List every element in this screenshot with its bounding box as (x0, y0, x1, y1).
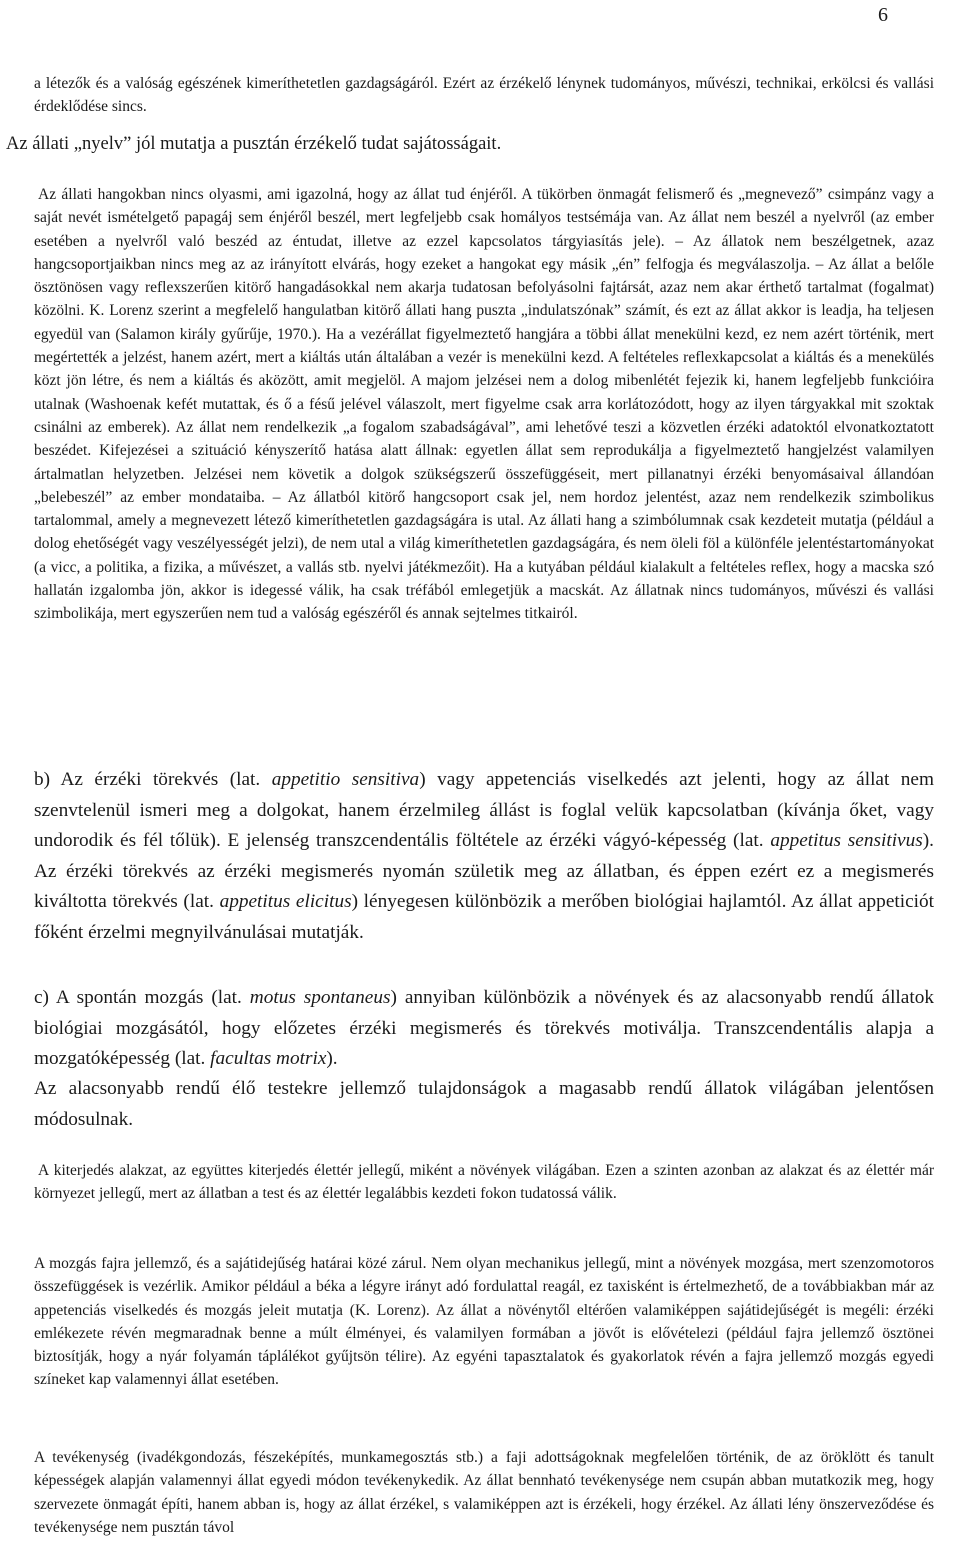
paragraph-spontaneous-motion: c) A spontán mozgás (lat. motus spontaneus) annyiban különbözik a növények és az alacsonyabb rendű állatok biológiai mozgásától, hogy előzetes érzéki megismerés és törekvés motiválja. Transzcendentális alapja a mozgatóképesség (lat. facultas motrix). (34, 987, 934, 1069)
page-number: 6 (878, 4, 888, 26)
paragraph-motion: A mozgás fajra jellemző, és a sajátidejűség határai közé zárul. Nem olyan mechanikus jellegű, mint a növények mozgása, mert szenzomotoros összefüggések is vezérlik. Amikor például a béka a légyre irányt adó fordulattal reagál, ez taxisként is értelmezhető, de a továbbiakban már az appetenciás viselkedés és mozgás jeleit mutatja (K. Lorenz). Az állat a növénytől eltérően valamiképpen sajátidejűségét is megéli: érzéki emlékezete révén megmaradnak benne a múlt élményei, és valamilyen formában a jövőt is elővételezi (például fajra jellemző ösztönei biztosítják, hogy a nyár folyamán táplálékot gyűjtsön télire). Az egyéni tapasztalatok és gyakorlatok révén a fajra jellemző mozgás egyedi színeket kap valamennyi állat esetében. (34, 1255, 934, 1389)
paragraph-sensory-striving: b) Az érzéki törekvés (lat. appetitio sensitiva) vagy appetenciás viselkedés azt jelenti, hogy az állat nem szenvtelenül ismeri meg a dolgokat, hanem érzelmileg állást is foglal velük kapcsolatban (kívánja őket, vagy undorodik és fél tőlük). E jelenség transzcendentális föltétele az érzéki vágyó-képesség (lat. appetitus sensitivus). Az érzéki törekvés az érzéki megismerés nyomán születik meg az állatban, és éppen ezért ez a megismerés kiváltotta törekvés (lat. appetitus elicitus) lényegesen különbözik a merőben biológiai hajlamtól. Az állat appeticiót főként érzelmi megnyilvánulásai mutatják. (34, 769, 935, 943)
paragraph-extension: A kiterjedés alakzat, az együttes kiterjedés élettér jellegű, miként a növények világában. Ezen a szinten azonban az alakzat és az élettér már környezet jellegű, mert az állatban a test és az élettér legalábbis kezdeti fokon tudatossá válik. (34, 1162, 934, 1203)
paragraph-animal-language-intro: Az állati „nyelv” jól mutatja a pusztán érzékelő tudat sajátosságait. (6, 134, 502, 154)
paragraph-continuation: a létezők és a valóság egészének kimeríthetetlen gazdagságáról. Ezért az érzékelő lénynek tudományos, művészi, technikai, erkölcsi és vallási érdeklődése sincs. (34, 75, 934, 116)
paragraph-activity: A tevékenység (ivadékgondozás, fészeképítés, munkamegosztás stb.) a faji adottságoknak megfelelően történik, de az öröklött és tanult képességek alapján valamennyi állat egyedi módon tevékenykedik. Az állat bennható tevékenysége nem csupán abban mutatkozik meg, hogy szervezete önmagát építi, hanem abban is, hogy az állat érzékel, s valamiképpen azt is érzékeli, hogy érzékel. Az állati lény önszerveződése és tevékenysége nem pusztán távol (34, 1449, 934, 1536)
paragraph-higher-animals: Az alacsonyabb rendű élő testekre jellemző tulajdonságok a magasabb rendű állatok világában jelentősen módosulnak. (34, 1078, 934, 1130)
paragraph-animal-sounds: Az állati hangokban nincs olyasmi, ami igazolná, hogy az állat tud énjéről. A tükörben önmagát felismerő és „megnevező” csimpánz vagy a saját nevét ismételgető papagáj sem énjéről beszél, mert legfeljebb csak homályos testsémája van. Az állat nem beszél a nyelvről (az ember esetében a nyelvről való beszéd az éntudat, illetve az ezzel kapcsolatos tárgyiasítás jele). – Az állatok nem beszélgetnek, azaz hangcsoportjaikban nincs meg az az irányított elvárás, hogy ezeket a hangokat egy másik „én” felfogja és megválaszolja. – Az állat a belőle ösztönösen vagy reflexszerűen kitörő hangadásokkal nem akarja tudatosan befolyásolni fajtársát, azaz nem akar érthető tartalmat (fogalmat) közölni. K. Lorenz szerint a megfelelő hangulatban kitörő állati hang puszta „indulatszónak” számít, és ezt az állat akkor is leadja, ha teljesen egyedül van (Salamon király gyűrűje, 1970.). Ha a vezérállat figyelmeztető hangjára a többi állat menekülni kezd, ez nem azért történik, mert megértették a jelzést, hanem azért, mert a kiáltás után általában a vezér is menekülni kezd. A feltételes reflexkapcsolat a kiáltás és a menekülés közt jön létre, és nem a kiáltás és aközött, amit megjelöl. A majom jelzései nem a dolog mibenlétét fejezik ki, hanem legfeljebb funkcióira utalnak (Washoenak kefét mutattak, és ő a fésű jelével válaszolt, mert figyelme csak arra korlátozódott, hogy az ilyen tárgyakkal mit szoktak csinálni az emberek). Az állat nem rendelkezik „a fogalom szabadságával”, ami lehetővé teszi a közvetlen érzéki adatoktól elvonatkoztatott beszédet. Kifejezései a szituáció kényszerítő hatása alatt állnak: egyetlen állat sem reprodukálja a figyelmeztető hangjelzést valamilyen ártalmatlan helyzetben. Jelzései nem követik a dolgok szükségszerű összefüggéseit, mert pillanatnyi érzéki benyomásaival állandóan „belebeszél” az ember mondataiba. – Az állatból kitörő hangcsoport csak jel, nem hordoz jelentést, azaz nem rendelkezik szimbolikus tartalommal, amely a megnevezett létező kimeríthetetlen gazdagságára is utal. Az állati hang a szimbólumnak csak kezdeteit mutatja (például a dolog ehetőségét vagy veszélyességét jelzi), de nem utal a világ kimeríthetetlen gazdagságára, és nem öleli föl a különféle jelentéstartományokat (a vicc, a politika, a fizika, a művészet, a vallás stb. nyelvi játékmezőit). Ha a kutyában például kialakult a feltételes reflex, hogy a macska szó hallatán izgalomba jön, akkor is idegessé válik, ha csak tréfából emlegetjük a macskát. Az állatnak nincs tudományos, művészi és vallási szimbolikája, mert egyszerűen nem tud a valóság egészéről és annak sejtelmes titkairól. (34, 186, 934, 623)
